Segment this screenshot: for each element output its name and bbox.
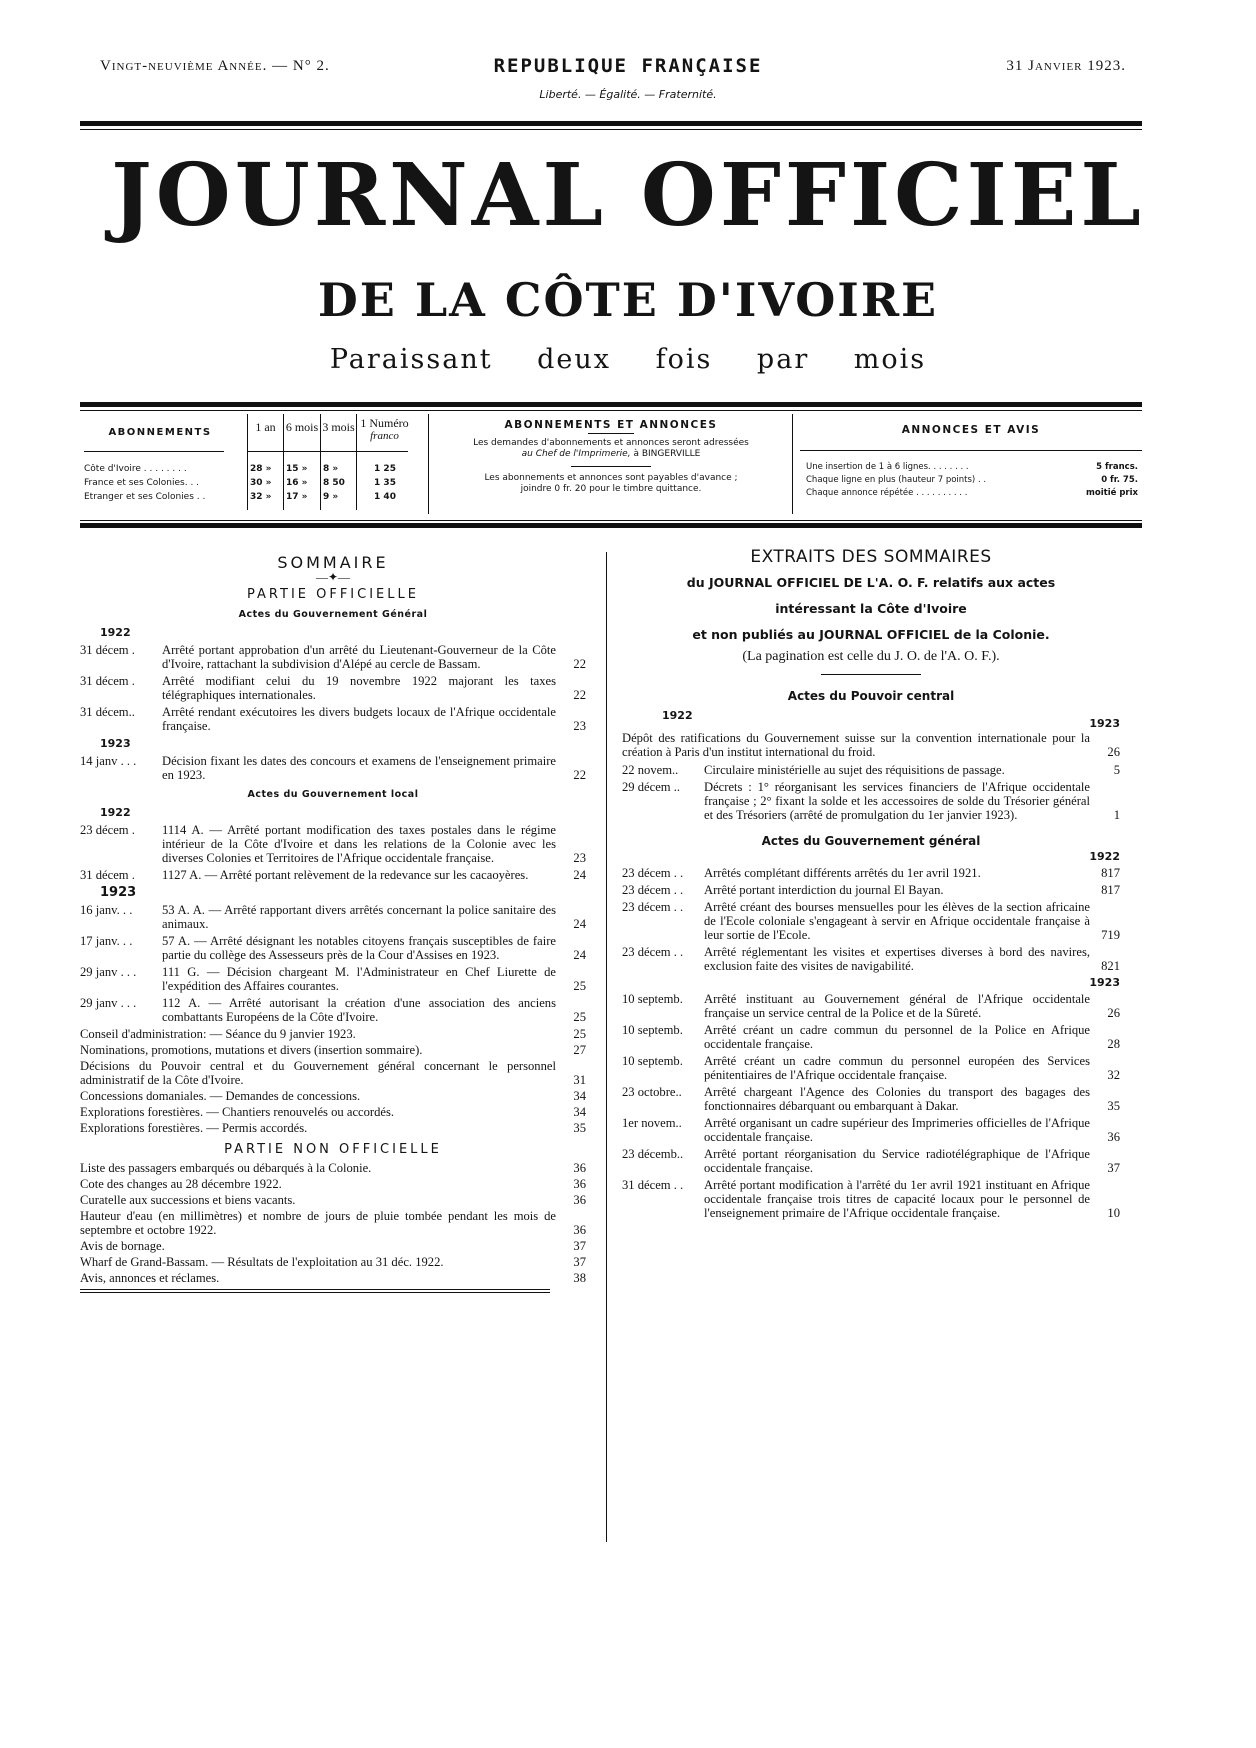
entry-date: 16 janv. . . <box>80 903 133 917</box>
list-gg-1923 <box>622 992 1120 1220</box>
mid-heading: ABONNEMENTS ET ANNONCES <box>504 419 718 431</box>
sommaire-heading: SOMMAIRE <box>277 553 389 572</box>
entry-date: 14 janv . . . <box>80 754 137 768</box>
list-gouv-local-1923 <box>80 903 586 1024</box>
entry-date: 31 décem . <box>80 868 135 882</box>
extraits-sub-3: et non publiés au JOURNAL OFFICIEL de la Colonie. <box>692 627 1050 642</box>
motto: Liberté. — Égalité. — Fraternité. <box>539 88 717 101</box>
entry-page: 31 <box>573 1073 586 1087</box>
box-rule-top-thin <box>80 410 1142 411</box>
subscription-label: Côte d'Ivoire . . . . . . . . <box>84 464 187 474</box>
entry-page: 38 <box>573 1271 586 1285</box>
subscription-num: 1 35 <box>374 478 396 488</box>
entry-page: 24 <box>573 948 586 962</box>
entry-page: 10 <box>1107 1206 1120 1220</box>
subscription-row <box>84 492 424 506</box>
right-heading: ANNONCES ET AVIS <box>901 424 1041 436</box>
year-1922-local: 1922 <box>100 806 131 819</box>
entry-page: 28 <box>1107 1037 1120 1051</box>
republic-title: REPUBLIQUE FRANÇAISE <box>493 55 763 77</box>
year-1922-gg: 1922 <box>1089 850 1120 863</box>
entry-page: 817 <box>1101 866 1120 880</box>
entry-page: 817 <box>1101 883 1120 897</box>
col-franco: franco <box>370 430 399 442</box>
entry-page: 22 <box>573 688 586 702</box>
entry-page: 36 <box>573 1177 586 1191</box>
entry-page: 5 <box>1113 763 1120 777</box>
entry-text: Curatelle aux successions et biens vacants. <box>80 1193 296 1207</box>
annonce-row <box>806 488 1138 501</box>
entry-page: 24 <box>573 917 586 931</box>
entry-text: 111 G. — Décision chargeant M. l'Administrateur en Chef Liurette de l'expédition des Affaires courantes. <box>162 965 556 993</box>
entry-page: 36 <box>573 1193 586 1207</box>
pc-entry-depot: Dépôt des ratifications du Gouvernement suisse sur la convention internationale pour la création à Paris d'un institut international du froid. 26 <box>622 731 1120 759</box>
entry-page: 26 <box>1107 1006 1120 1020</box>
list-gg-1922 <box>622 866 1120 973</box>
entry-text: Décrets : 1° réorganisant les services financiers de l'Afrique occidentale française ; 2° fixant la solde et les accessoires de solde du Trésorier général et des Trésoriers (arrêté de promulgation du 1er janvier 1923). <box>704 780 1090 822</box>
toc-entry <box>622 1085 1120 1113</box>
toc-entry <box>622 763 1120 777</box>
entry-page: 23 <box>573 851 586 865</box>
journal-subtitle: DE LA CÔTE D'IVOIRE <box>317 273 939 327</box>
subscription-y1: 28 » <box>250 464 272 474</box>
year-1922-pc: 1922 <box>662 709 693 722</box>
subscription-y1: 30 » <box>250 478 272 488</box>
entry-date: 1er novem.. <box>622 1116 682 1130</box>
toc-entry <box>622 1178 1120 1220</box>
entry-text: Explorations forestières. — Permis accordés. <box>80 1121 308 1135</box>
entry-date: 10 septemb. <box>622 1054 683 1068</box>
entry-date: 23 décem . . <box>622 866 684 880</box>
toc-entry <box>622 1147 1120 1175</box>
year-1923-gg: 1923 <box>1089 976 1120 989</box>
toc-entry <box>622 883 1120 897</box>
list-gouv-general-1922 <box>80 643 586 733</box>
entry-date: 23 décem . . <box>622 883 684 897</box>
toc-entry <box>622 1116 1120 1144</box>
box-rule-top <box>80 402 1142 407</box>
toc-entry <box>80 996 586 1024</box>
subscription-m6: 15 » <box>286 464 308 474</box>
subscription-m3: 8 » <box>323 464 339 474</box>
toc-entry <box>80 1209 586 1237</box>
year-1923-pc: 1923 <box>1089 717 1120 730</box>
entry-date: 31 décem . . <box>622 1178 684 1192</box>
entry-date: 29 janv . . . <box>80 996 137 1010</box>
entry-text: Concessions domaniales. — Demandes de concessions. <box>80 1089 361 1103</box>
toc-entry <box>80 705 586 733</box>
subscription-m6: 16 » <box>286 478 308 488</box>
toc-entry <box>622 992 1120 1020</box>
subscription-num: 1 25 <box>374 464 396 474</box>
partie-officielle: PARTIE OFFICIELLE <box>247 587 419 602</box>
year-1923-local: 1923 <box>100 885 137 900</box>
entry-page: 25 <box>573 979 586 993</box>
extraits-sub-1: du JOURNAL OFFICIEL DE L'A. O. F. relatifs aux actes <box>686 575 1056 590</box>
toc-entry <box>622 1054 1120 1082</box>
entry-page: 37 <box>573 1255 586 1269</box>
toc-entry <box>80 934 586 962</box>
subscription-row <box>84 464 424 478</box>
subscription-m3: 8 50 <box>323 478 345 488</box>
entry-text: Wharf de Grand-Bassam. — Résultats de l'exploitation au 31 déc. 1922. <box>80 1255 444 1269</box>
toc-entry <box>622 866 1120 880</box>
subscription-m3: 9 » <box>323 492 339 502</box>
entry-page: 23 <box>573 719 586 733</box>
toc-entry <box>80 965 586 993</box>
entry-page: 34 <box>573 1105 586 1119</box>
entry-text: Hauteur d'eau (en millimètres) et nombre de jours de pluie tombée pendant les mois de septembre et octobre 1922. <box>80 1209 556 1237</box>
toc-entry <box>80 1161 586 1175</box>
subscription-y1: 32 » <box>250 492 272 502</box>
entry-text: Arrêté créant un cadre commun du personnel de la Police en Afrique occidentale française. <box>704 1023 1090 1051</box>
entry-page: 37 <box>573 1239 586 1253</box>
entry-date: 23 décem . . <box>622 900 684 914</box>
entry-text: Arrêté portant réorganisation du Service radiotélégraphique de l'Afrique occidentale française. <box>704 1147 1090 1175</box>
list-gouv-general-1923 <box>80 754 586 782</box>
column-divider <box>606 552 607 1542</box>
entry-text: 112 A. — Arrêté autorisant la création d'une association des anciens combattants Européens de la Côte d'Ivoire. <box>162 996 556 1024</box>
col-3mois: 3 mois <box>322 420 355 434</box>
annonce-row <box>806 462 1138 475</box>
toc-entry <box>80 903 586 931</box>
annonces-rows <box>806 462 1138 501</box>
entry-text: Avis, annonces et réclames. <box>80 1271 220 1285</box>
entry-date: 31 décem . <box>80 674 135 688</box>
entry-page: 35 <box>573 1121 586 1135</box>
ornament: —✦— <box>315 570 351 584</box>
toc-entry <box>80 643 586 671</box>
entry-page: 1 <box>1113 808 1120 822</box>
toc-entry <box>80 1255 586 1269</box>
annonce-price: 0 fr. 75. <box>1101 475 1138 485</box>
entry-text: Nominations, promotions, mutations et divers (insertion sommaire). <box>80 1043 423 1057</box>
header-rule-thin <box>80 129 1142 130</box>
year-1923: 1923 <box>100 737 131 750</box>
subscriptions-heading: ABONNEMENTS <box>108 427 212 438</box>
toc-entry <box>80 1027 586 1041</box>
entry-date: 10 septemb. <box>622 1023 683 1037</box>
entry-date: 23 décemb.. <box>622 1147 684 1161</box>
entry-text: Arrêtés complétant différents arrêtés du 1er avril 1921. <box>704 866 981 880</box>
entry-text: Décisions du Pouvoir central et du Gouvernement général concernant le personnel administratif de la Côte d'Ivoire. <box>80 1059 556 1087</box>
list-non-officielle <box>80 1161 586 1285</box>
subscription-num: 1 40 <box>374 492 396 502</box>
journal-title: JOURNAL OFFICIEL <box>111 145 1145 246</box>
entry-text: Arrêté portant approbation d'un arrêté du Lieutenant-Gouverneur de la Côte d'Ivoire, rattachant la subdivision d'Alépé au cercle de Bassam. <box>162 643 556 671</box>
entry-text: 1114 A. — Arrêté portant modification des taxes postales dans le régime intérieur de la Côte d'Ivoire et dans les relations de la Colonie avec les diverses Colonies et Territoires de l'Afrique occidentale française. <box>162 823 556 865</box>
entry-text: Arrêté rendant exécutoires les divers budgets locaux de l'Afrique occidentale française. <box>162 705 556 733</box>
entry-text: 1127 A. — Arrêté portant relèvement de la redevance sur les cacaoyères. <box>162 868 529 882</box>
col-6mois: 6 mois <box>285 420 319 434</box>
entry-text: Liste des passagers embarqués ou débarqués à la Colonie. <box>80 1161 372 1175</box>
entry-page: 36 <box>573 1161 586 1175</box>
toc-entry <box>622 1023 1120 1051</box>
annonce-row <box>806 475 1138 488</box>
toc-entry <box>80 868 586 882</box>
entry-text: Avis de bornage. <box>80 1239 165 1253</box>
year-1922: 1922 <box>100 626 131 639</box>
extraits-heading: EXTRAITS DES SOMMAIRES <box>750 547 992 567</box>
entry-page: 27 <box>573 1043 586 1057</box>
toc-entry <box>80 754 586 782</box>
section-gouv-general-r: Actes du Gouvernement général <box>761 834 981 848</box>
section-gouv-general: Actes du Gouvernement Général <box>238 609 428 620</box>
entry-text: Circulaire ministérielle au sujet des réquisitions de passage. <box>704 763 1005 777</box>
annonce-price: 5 francs. <box>1096 462 1138 472</box>
toc-entry <box>80 1089 586 1103</box>
list-gouv-local-1922 <box>80 823 586 882</box>
annonce-label: Une insertion de 1 à 6 lignes. . . . . . . . <box>806 462 969 472</box>
entry-text: Arrêté instituant au Gouvernement général de l'Afrique occidentale française un service central de la Police et de la Sûreté. <box>704 992 1090 1020</box>
subscription-box <box>80 414 1142 520</box>
entry-page: 719 <box>1101 928 1120 942</box>
toc-entry <box>80 1239 586 1253</box>
annonce-label: Chaque ligne en plus (hauteur 7 points) . . <box>806 475 987 485</box>
entry-text: 53 A. A. — Arrêté rapportant divers arrêtés concernant la police sanitaire des animaux. <box>162 903 556 931</box>
toc-entry <box>80 1043 586 1057</box>
entry-text: Explorations forestières. — Chantiers renouvelés ou accordés. <box>80 1105 395 1119</box>
entry-page: 36 <box>573 1223 586 1237</box>
entry-page: 22 <box>573 768 586 782</box>
entry-text: Arrêté réglementant les visites et expertises diverses à bord des navires, exclusion faite des visites de navigabilité. <box>704 945 1090 973</box>
entry-text: 57 A. — Arrêté désignant les notables citoyens français susceptibles de faire partie du collège des Assesseurs près de la Cour d'Assises en 1923. <box>162 934 556 962</box>
partie-non-officielle: PARTIE NON OFFICIELLE <box>224 1142 442 1157</box>
entry-text: Décision fixant les dates des concours et examens de l'enseignement primaire en 1923. <box>162 754 556 782</box>
toc-entry <box>622 900 1120 942</box>
entry-text: Arrêté modifiant celui du 19 novembre 1922 majorant les taxes télégraphiques internationales. <box>162 674 556 702</box>
toc-entry <box>80 674 586 702</box>
entry-page: 821 <box>1101 959 1120 973</box>
subscription-rows <box>84 464 424 506</box>
mid-line-4: joindre 0 fr. 20 pour le timbre quittance. <box>520 484 702 494</box>
toc-entry <box>80 1121 586 1135</box>
list-pouvoir-central <box>622 763 1120 822</box>
section-gouv-local: Actes du Gouvernement local <box>247 789 419 800</box>
section-pouvoir-central: Actes du Pouvoir central <box>787 689 955 703</box>
entry-text: Arrêté chargeant l'Agence des Colonies du transport des bagages des fonctionnaires débarquant ou embarquant à Dakar. <box>704 1085 1090 1113</box>
entry-text: Arrêté portant modification à l'arrêté du 1er avril 1921 instituant en Afrique occidentale française trois titres de capacité locaux pour le personnel de l'enseignement primaire de l'Afrique occidentale française. <box>704 1178 1090 1220</box>
annonce-label: Chaque annonce répétée . . . . . . . . . . <box>806 488 968 498</box>
toc-entry <box>622 780 1120 822</box>
entry-date: 23 décem . . <box>622 945 684 959</box>
entry-page: 32 <box>1107 1068 1120 1082</box>
mid-line-3: Les abonnements et annonces sont payables d'avance ; <box>484 473 738 483</box>
subscription-label: Etranger et ses Colonies . . <box>84 492 206 502</box>
entry-text: Arrêté créant des bourses mensuelles pour les élèves de la section africaine de l'Ecole coloniale s'engageant à servir en Afrique occidentale française à leur sortie de l'Ecole. <box>704 900 1090 942</box>
issue-date: 31 Janvier 1923. <box>1006 58 1126 74</box>
col-1an: 1 an <box>255 420 276 434</box>
entry-date: 23 décem . <box>80 823 135 837</box>
subscription-label: France et ses Colonies. . . <box>84 478 200 488</box>
entry-page: 22 <box>573 657 586 671</box>
issue-number: Vingt-neuvième Année. — N° 2. <box>100 58 330 74</box>
mid-line-2: au Chef de l'Imprimerie, à BINGERVILLE <box>521 449 701 459</box>
entry-date: 31 décem . <box>80 643 135 657</box>
toc-entry <box>80 1271 586 1285</box>
entry-date: 23 octobre.. <box>622 1085 682 1099</box>
entry-date: 17 janv. . . <box>80 934 133 948</box>
subscription-m6: 17 » <box>286 492 308 502</box>
box-rule-bottom <box>80 523 1142 528</box>
entry-page: 34 <box>573 1089 586 1103</box>
entry-page: 25 <box>573 1027 586 1041</box>
pagination-note: (La pagination est celle du J. O. de l'A. O. F.). <box>742 649 1000 664</box>
header-rule <box>80 121 1142 126</box>
entry-page: 25 <box>573 1010 586 1024</box>
annonce-price: moitié prix <box>1086 488 1138 498</box>
entry-text: Arrêté portant interdiction du journal El Bayan. <box>704 883 944 897</box>
entry-date: 29 décem .. <box>622 780 681 794</box>
toc-entry <box>80 1193 586 1207</box>
toc-entry <box>80 823 586 865</box>
toc-entry <box>622 945 1120 973</box>
toc-entry <box>80 1105 586 1119</box>
col-numero: 1 Numéro <box>360 416 409 430</box>
toc-entry <box>80 1059 586 1087</box>
entry-text: Cote des changes au 28 décembre 1922. <box>80 1177 282 1191</box>
toc-entry <box>80 1177 586 1191</box>
entry-text: Arrêté organisant un cadre supérieur des Imprimeries officielles de l'Afrique occidentale française. <box>704 1116 1090 1144</box>
entry-date: 29 janv . . . <box>80 965 137 979</box>
sommaire-column <box>80 553 586 1293</box>
entry-date: 31 décem.. <box>80 705 135 719</box>
extraits-column <box>622 547 1120 1223</box>
mid-line-1: Les demandes d'abonnements et annonces seront adressées <box>473 438 749 448</box>
frequency: Paraissant deux fois par mois <box>329 344 927 375</box>
entry-page: 24 <box>573 868 586 882</box>
entry-date: 10 septemb. <box>622 992 683 1006</box>
extraits-sub-2: intéressant la Côte d'Ivoire <box>775 601 967 616</box>
entry-page: 35 <box>1107 1099 1120 1113</box>
entry-text: Arrêté créant un cadre commun du personnel européen des Services pénitentiaires de l'Afrique occidentale française. <box>704 1054 1090 1082</box>
entry-page: 36 <box>1107 1130 1120 1144</box>
subscription-row <box>84 478 424 492</box>
entry-date: 22 novem.. <box>622 763 679 777</box>
entry-text: Conseil d'administration: — Séance du 9 janvier 1923. <box>80 1027 356 1041</box>
entry-page: 37 <box>1107 1161 1120 1175</box>
list-misc <box>80 1027 586 1135</box>
